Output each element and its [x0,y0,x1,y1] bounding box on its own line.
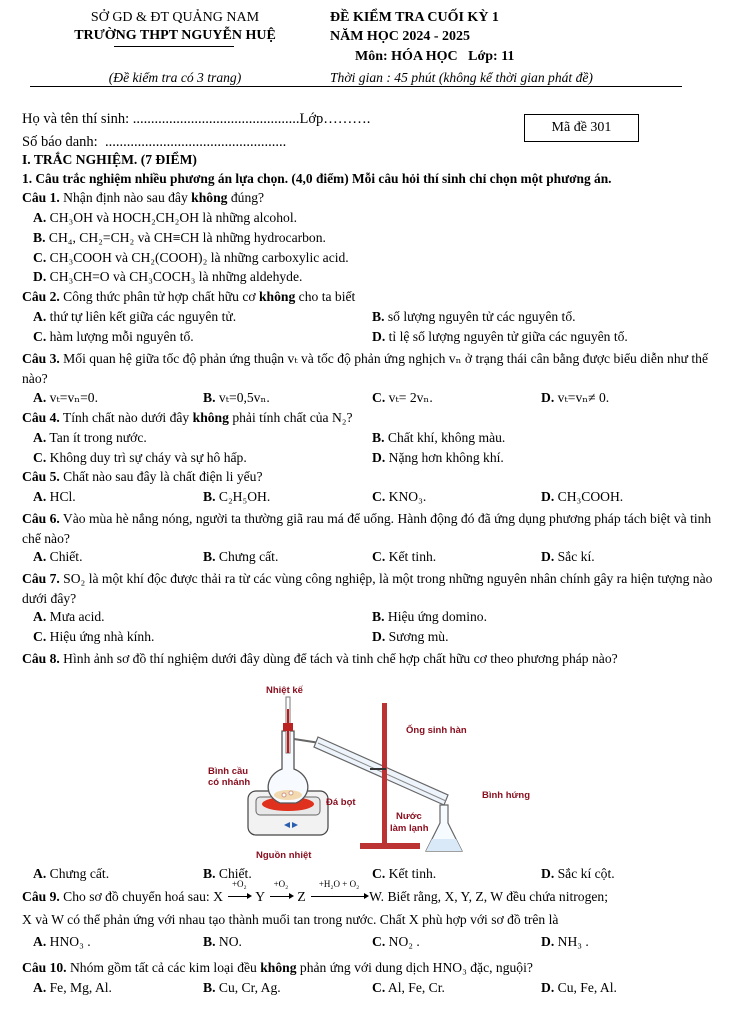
q5-option-a[interactable] [33,489,76,505]
opt-text: Hiệu ứng nhà kính. [49,629,155,644]
q4-option-c[interactable] [33,450,247,466]
q4-text-post: phải tính chất của N₂? [228,410,353,425]
q6-option-c[interactable] [372,549,436,565]
opt-text: Chiết. [218,866,252,881]
opt-letter: D. [372,629,386,644]
school-year: NĂM HỌC 2024 - 2025 [330,29,470,44]
opt-letter: C. [372,489,386,504]
label-water-2: làm lạnh [390,823,429,834]
opt-text: hàm lượng mỗi nguyên tố. [49,329,194,344]
species-z: Z [297,889,306,904]
label-receiver: Bình hứng [482,790,531,801]
q8-option-d[interactable] [541,866,615,882]
q4-emph: không [192,410,229,425]
opt-letter: A. [33,934,47,949]
opt-letter: B. [203,549,216,564]
label-heat-source: Nguồn nhiệt [256,850,312,861]
opt-text: CH₃COOH. [557,489,624,504]
reaction-arrow [226,879,252,905]
q7-text: SO₂ là một khí độc được thải ra từ các vùng công nghiệp, là một trong những nguyên nhân chính gây ra hiện tượng nào dưới đây? [22,571,713,606]
opt-text: CH₄, CH₂=CH₂ và CH≡CH là những hydrocarbon. [48,230,326,245]
q2-text-post: cho ta biết [295,289,356,304]
q1-text-pre: Nhận định nào sau đây [59,190,192,205]
opt-letter: B. [203,390,216,405]
q1-option-b[interactable] [33,230,326,246]
pages-note: (Đề kiểm tra có 3 trang) [108,70,242,85]
q1-option-d[interactable] [33,269,302,285]
school-underline [114,46,234,47]
opt-text: CH₃COOH và CH₂(COOH)₂ là những carboxylic acid. [49,250,349,265]
opt-letter: B. [372,430,385,445]
q4-option-d[interactable] [372,450,504,466]
stopper [283,723,293,731]
distillate [426,839,462,851]
opt-letter: C. [33,450,47,465]
label-thermometer: Nhiệt kế [266,685,303,696]
q1-num: Câu 1. [22,190,60,205]
q9-text-pre: Cho sơ đồ chuyển hoá sau: X [59,889,223,904]
opt-letter: A. [33,309,47,324]
question-4 [22,410,719,426]
opt-text: NO. [218,934,242,949]
stand-rod [382,703,387,845]
label-water-1: Nước [396,811,422,822]
opt-text: KNO₃. [388,489,427,504]
opt-letter: D. [372,329,386,344]
opt-text: vₜ= 2vₙ. [388,390,433,405]
opt-text: Kết tinh. [388,549,437,564]
q7-option-a[interactable] [33,609,105,625]
reaction-arrow [268,879,294,905]
opt-letter: B. [372,609,385,624]
opt-text: Không duy trì sự cháy và sự hô hấp. [49,450,247,465]
opt-letter: D. [541,489,555,504]
q5-option-b[interactable] [203,489,270,505]
q8-option-a[interactable] [33,866,109,882]
exam-title: ĐỀ KIỂM TRA CUỐI KỲ 1 [330,10,499,25]
opt-letter: A. [33,980,47,995]
opt-letter: C. [33,250,47,265]
arrow-reagent: +H₂O + O₂ [318,879,360,889]
q5-option-c[interactable] [372,489,426,505]
header-rule [30,86,682,87]
dept-name: SỞ GD & ĐT QUẢNG NAM [90,10,260,25]
opt-letter: B. [203,866,216,881]
opt-letter: D. [372,450,386,465]
q9-option-d[interactable] [541,934,589,950]
opt-letter: D. [541,390,555,405]
q6-text: Vào mùa hè nắng nóng, người ta thường giã rau má để uống. Hành động đó đã ứng dụng phương pháp tách biệt và tinh chế nào? [22,511,712,546]
label-flask-1: Bình cầu [208,766,249,777]
opt-letter: A. [33,210,47,225]
q3-text: Mối quan hệ giữa tốc độ phản ứng thuận vₜ và tốc độ phản ứng nghịch vₙ ở trạng thái cân bằng được biểu diễn như thế nào? [22,351,709,386]
opt-letter: B. [203,934,216,949]
opt-letter: D. [541,866,555,881]
section-title: I. TRẮC NGHIỆM. (7 ĐIỂM) [22,152,197,167]
opt-text: NO₂ . [388,934,420,949]
opt-text: Sắc kí. [557,549,595,564]
q10-option-c[interactable] [372,980,445,996]
opt-letter: A. [33,549,47,564]
opt-text: Chưng cất. [49,866,110,881]
q2-num: Câu 2. [22,289,60,304]
opt-letter: C. [372,980,386,995]
opt-letter: C. [372,866,386,881]
opt-letter: C. [33,329,47,344]
arrow-reagent: +O₂ [273,879,289,889]
q8-option-c[interactable] [372,866,436,882]
q1-text-post: đúng? [227,190,265,205]
question-5 [22,469,719,485]
q9-num: Câu 9. [22,889,60,904]
opt-letter: A. [33,489,47,504]
q7-num: Câu 7. [22,571,60,586]
exam-code-box: Mã đề 301 [524,114,639,142]
opt-letter: B. [203,489,216,504]
q9-option-c[interactable] [372,934,420,950]
opt-letter: D. [541,549,555,564]
distillation-diagram [200,683,540,863]
q10-num: Câu 10. [22,960,67,975]
q3-num: Câu 3. [22,351,60,366]
opt-letter: A. [33,430,47,445]
opt-text: Sương mù. [388,629,449,644]
opt-text: Sắc kí cột. [557,866,615,881]
school-name: TRƯỜNG THPT NGUYỄN HUỆ [74,28,276,43]
stand-base [360,843,420,849]
opt-text: CH₃CH=O và CH₃COCH₃ là những aldehyde. [49,269,303,284]
q9-line-2: X và W có thể phản ứng với nhau tạo thành muối tan trong nước. Chất X phù hợp với sơ đồ trên là [22,912,559,927]
opt-text: CH₃OH và HOCH₂CH₂OH là những alcohol. [49,210,297,225]
q9-option-b[interactable] [203,934,242,950]
exam-time: Thời gian : 45 phút (không kể thời gian phát đề) [330,70,593,85]
opt-letter: C. [33,629,47,644]
question-1 [22,190,719,206]
opt-letter: D. [541,980,555,995]
opt-text: NH₃ . [557,934,589,949]
q9-option-a[interactable] [33,934,91,950]
opt-text: Tan ít trong nước. [49,430,147,445]
boiling-chip [282,793,286,797]
opt-letter: C. [372,549,386,564]
opt-letter: A. [33,390,47,405]
q3-option-d[interactable] [541,390,609,406]
opt-text: HNO₃ . [49,934,91,949]
q10-option-d[interactable] [541,980,617,996]
label-condenser: Ống sinh hàn [406,725,467,736]
question-9 [22,879,608,905]
species-y: Y [255,889,265,904]
opt-text: HCl. [49,489,76,504]
boiling-chip [289,791,293,795]
opt-text: Nặng hơn không khí. [388,450,504,465]
arrow-reagent: +O₂ [231,879,247,889]
opt-text: Cu, Cr, Ag. [218,980,281,995]
opt-text: Chiết. [49,549,83,564]
q7-option-b[interactable] [372,609,487,625]
opt-text: C₂H₅OH. [218,489,271,504]
q2-option-b[interactable] [372,309,576,325]
student-id-line: Số báo danh: .................................................. [22,134,287,150]
opt-text: tỉ lệ số lượng nguyên tử giữa các nguyên tố. [388,329,628,344]
q2-option-a[interactable] [33,309,236,325]
opt-text: Cu, Fe, Al. [557,980,617,995]
q7-option-c[interactable] [33,629,154,645]
q2-option-d[interactable] [372,329,628,345]
q4-option-a[interactable] [33,430,147,446]
opt-text: Kết tinh. [388,866,437,881]
opt-text: vₜ=0,5vₙ. [218,390,270,405]
reaction-arrow [309,879,369,905]
opt-letter: D. [33,269,47,284]
label-flask-2: có nhánh [208,777,251,788]
opt-letter: A. [33,866,47,881]
q2-option-c[interactable] [33,329,194,345]
opt-text: Al, Fe, Cr. [387,980,445,995]
q1-emph: không [191,190,228,205]
question-10 [22,960,719,976]
label-boiling-chips: Đá bọt [326,797,356,808]
opt-text: Chất khí, không màu. [387,430,506,445]
opt-letter: C. [372,934,386,949]
q5-option-d[interactable] [541,489,623,505]
q10-option-b[interactable] [203,980,281,996]
question-2 [22,289,719,305]
q3-option-a[interactable] [33,390,98,406]
q6-num: Câu 6. [22,511,60,526]
opt-text: vₜ=vₙ≠ 0. [557,390,610,405]
question-3 [22,349,719,389]
q10-option-a[interactable] [33,980,112,996]
q7-option-d[interactable] [372,629,449,645]
q3-option-b[interactable] [203,390,270,406]
q3-option-c[interactable] [372,390,433,406]
q2-emph: không [258,289,296,304]
flask-liquid [274,790,302,800]
q9-text-post: W. Biết rằng, X, Y, Z, W đều chứa nitrogen; [369,889,608,904]
opt-letter: A. [33,609,47,624]
q5-text: Chất nào sau đây là chất điện li yếu? [59,469,263,484]
opt-text: Mưa acid. [49,609,105,624]
student-name-line: Họ và tên thí sinh: ..............................................Lớp………. [22,111,371,127]
question-8 [22,649,719,669]
q6-option-a[interactable] [33,549,82,565]
q4-text-pre: Tính chất nào dưới đây [59,410,193,425]
opt-text: thứ tự liên kết giữa các nguyên tử. [49,309,237,324]
q4-num: Câu 4. [22,410,60,425]
q5-num: Câu 5. [22,469,60,484]
q8-num: Câu 8. [22,651,60,666]
opt-letter: C. [372,390,386,405]
opt-text: Hiệu ứng domino. [387,609,487,624]
opt-text: vₜ=vₙ=0. [49,390,98,405]
opt-letter: D. [541,934,555,949]
q1-option-a[interactable] [33,210,297,226]
opt-text: số lượng nguyên tử các nguyên tố. [387,309,576,324]
question-6 [22,509,719,549]
opt-letter: B. [203,980,216,995]
q4-option-b[interactable] [372,430,505,446]
q2-text-pre: Công thức phân tử hợp chất hữu cơ [59,289,259,304]
q10-text-pre: Nhóm gồm tất cả các kim loại đều [66,960,261,975]
subject: Môn: HÓA HỌC Lớp: 11 [355,49,515,64]
opt-letter: B. [372,309,385,324]
opt-letter: B. [33,230,46,245]
q6-option-b[interactable] [203,549,278,565]
opt-text: Fe, Mg, Al. [49,980,112,995]
q6-option-d[interactable] [541,549,595,565]
q1-option-c[interactable] [33,250,349,266]
part1-instructions: 1. Câu trắc nghiệm nhiều phương án lựa chọn. (4,0 điểm) Mỗi câu hỏi thí sinh chỉ chọn một phương án. [22,171,612,186]
q8-text: Hình ảnh sơ đồ thí nghiệm dưới đây dùng để tách và tinh chế hợp chất hữu cơ theo phương pháp nào? [59,651,618,666]
opt-text: Chưng cất. [218,549,279,564]
q10-emph: không [260,960,297,975]
question-7 [22,569,719,609]
q10-text-post: phản ứng với dung dịch HNO₃ đặc, nguội? [296,960,533,975]
